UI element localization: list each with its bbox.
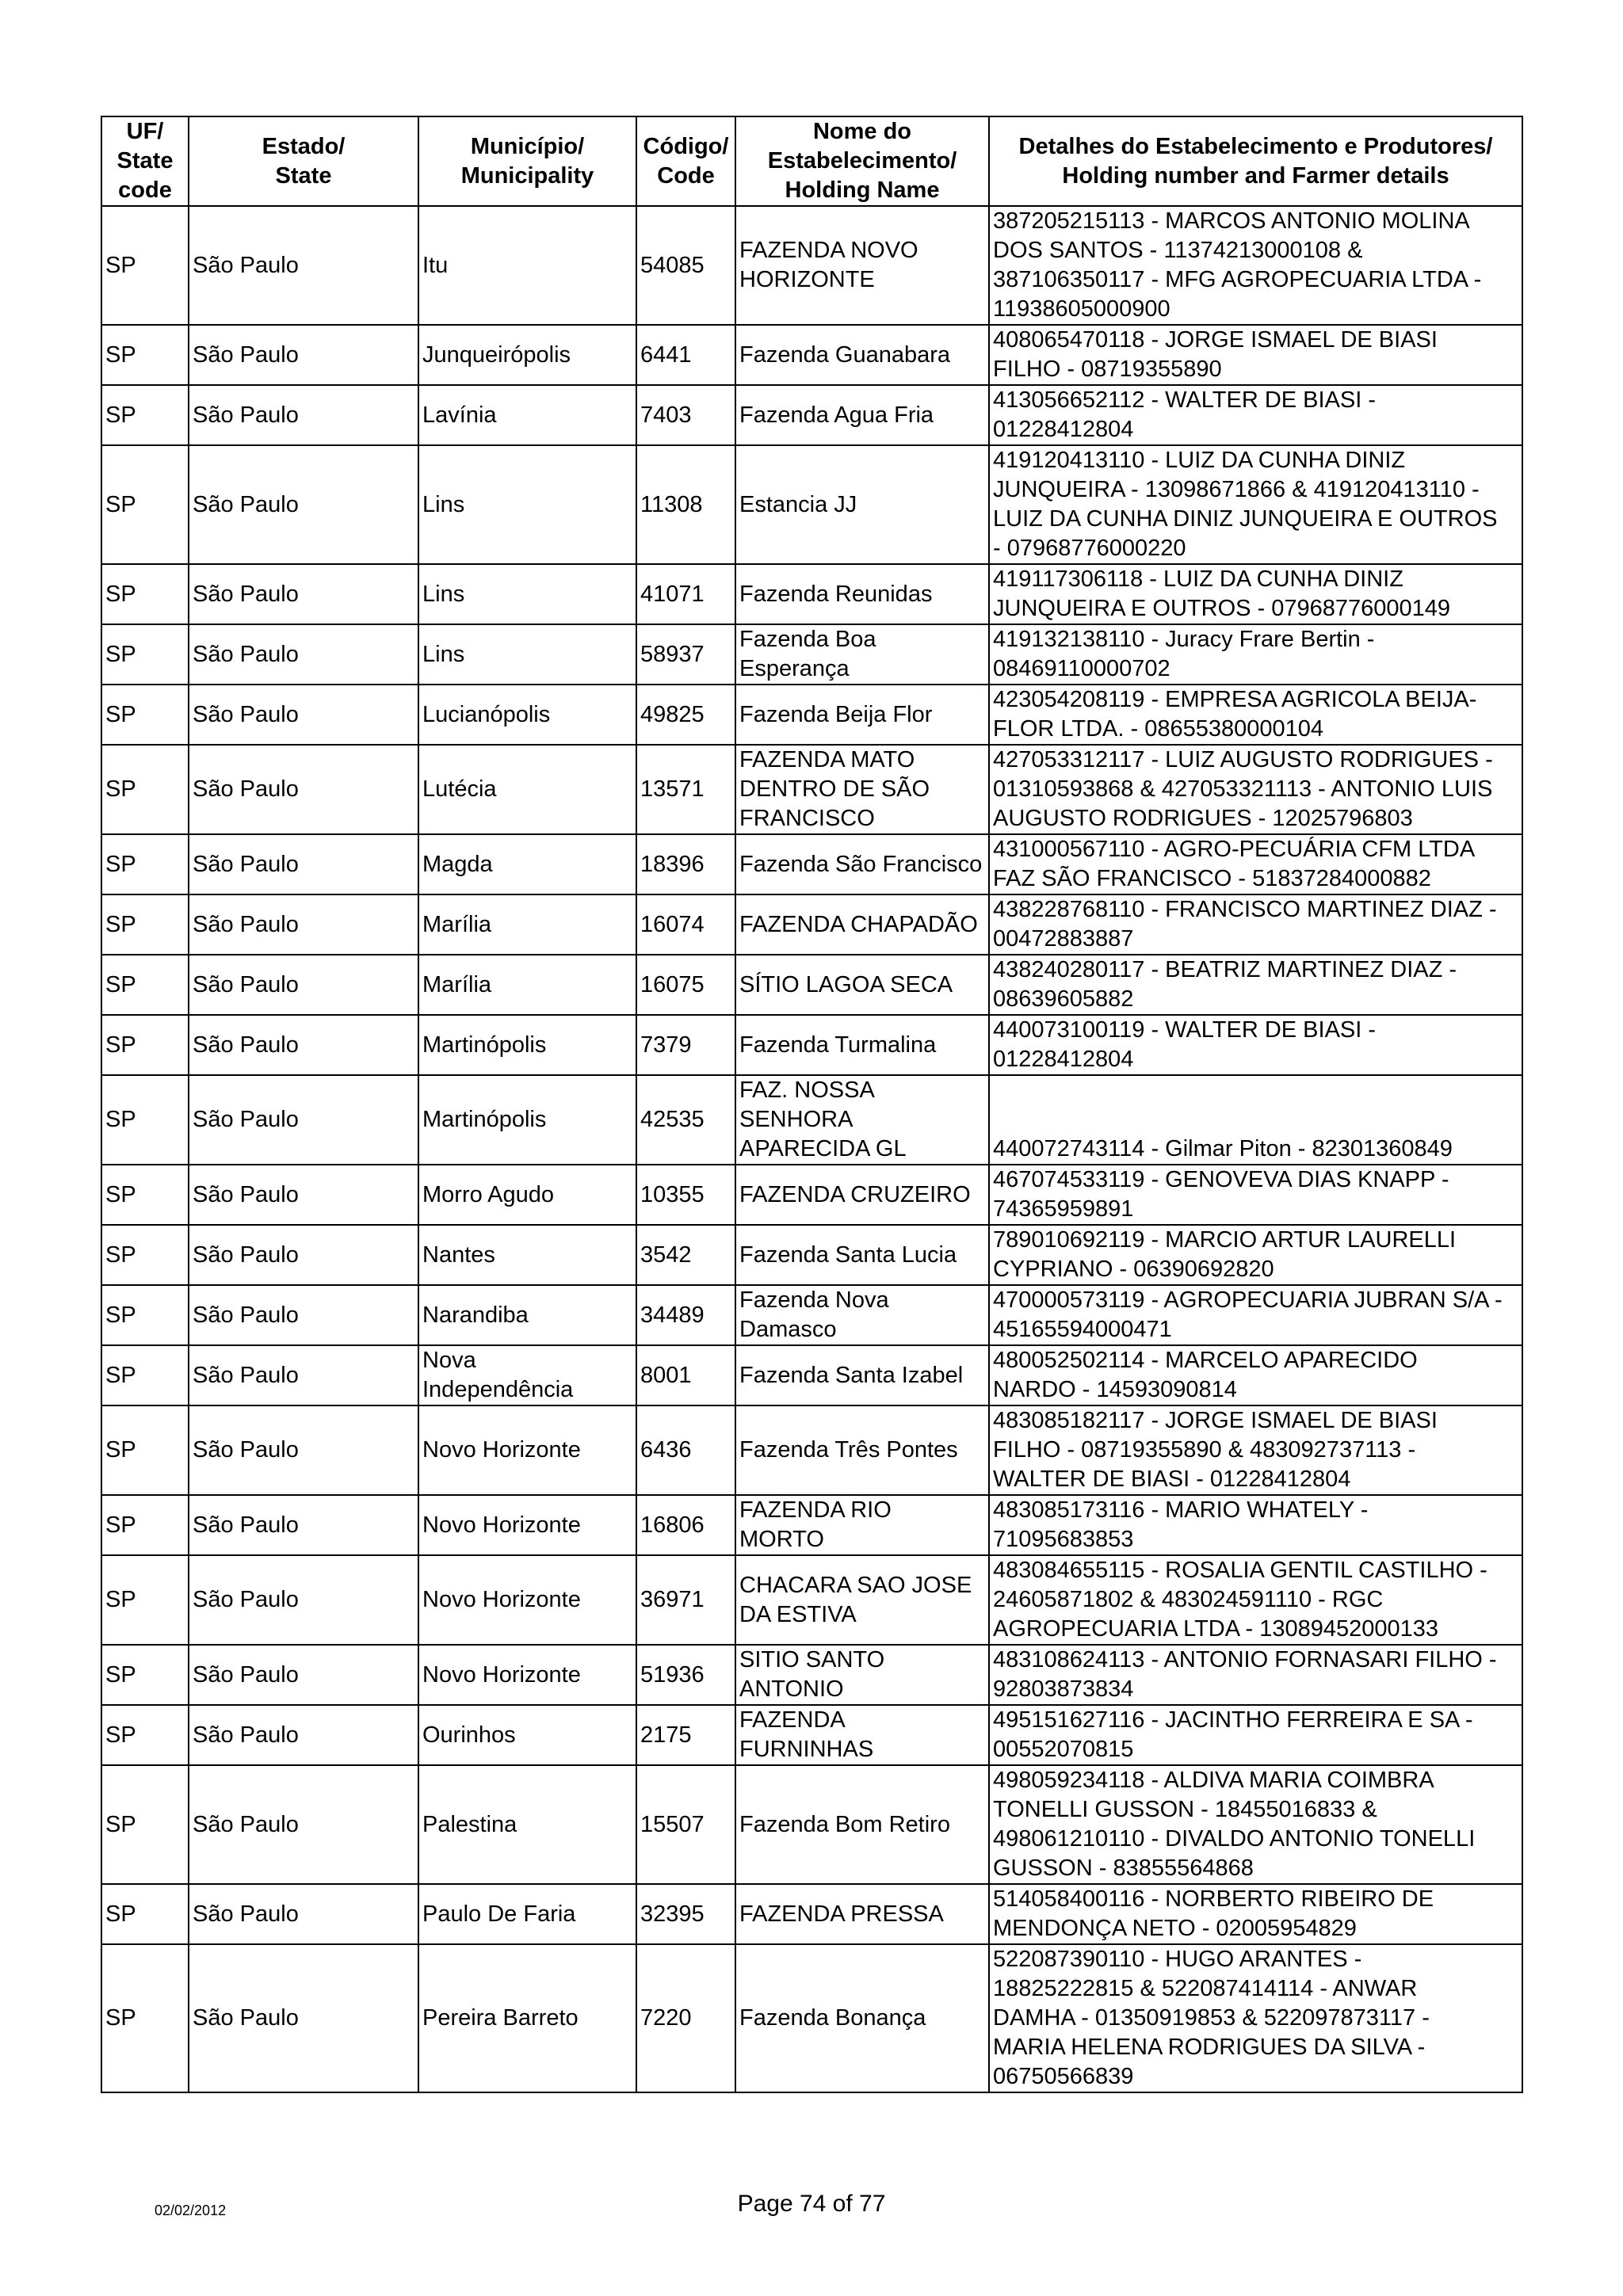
cell-uf: SP <box>101 1225 189 1285</box>
table-row <box>101 955 1522 1015</box>
cell-codigo: 7403 <box>636 385 735 445</box>
cell-uf: SP <box>101 1405 189 1495</box>
cell-uf: SP <box>101 564 189 624</box>
cell-municipio: Ourinhos <box>418 1705 636 1765</box>
cell-uf: SP <box>101 1495 189 1555</box>
cell-nome: FAZENDA CHAPADÃO <box>735 894 989 955</box>
cell-estado: São Paulo <box>189 1345 418 1405</box>
cell-codigo: 54085 <box>636 206 735 325</box>
cell-uf: SP <box>101 745 189 834</box>
cell-municipio: Lavínia <box>418 385 636 445</box>
cell-uf: SP <box>101 1884 189 1944</box>
cell-estado: São Paulo <box>189 1944 418 2092</box>
cell-municipio: Novo Horizonte <box>418 1495 636 1555</box>
cell-nome: Fazenda Santa Lucia <box>735 1225 989 1285</box>
cell-nome: Fazenda Beija Flor <box>735 685 989 745</box>
cell-uf: SP <box>101 1165 189 1225</box>
cell-municipio: Itu <box>418 206 636 325</box>
cell-uf: SP <box>101 1944 189 2092</box>
cell-estado: São Paulo <box>189 1705 418 1765</box>
cell-estado: São Paulo <box>189 745 418 834</box>
table-row <box>101 206 1522 325</box>
cell-codigo: 3542 <box>636 1225 735 1285</box>
cell-estado: São Paulo <box>189 624 418 685</box>
footer-date: 02/02/2012 <box>155 2203 227 2218</box>
cell-detalhes: 480052502114 - MARCELO APARECIDO NARDO - 14593090814 <box>989 1345 1522 1405</box>
cell-codigo: 16074 <box>636 894 735 955</box>
cell-municipio: Nova Independência <box>418 1345 636 1405</box>
table-row <box>101 1765 1522 1884</box>
cell-nome: Fazenda Reunidas <box>735 564 989 624</box>
table-row <box>101 1285 1522 1345</box>
cell-municipio: Marília <box>418 955 636 1015</box>
cell-nome: FAZENDA MATO DENTRO DE SÃO FRANCISCO <box>735 745 989 834</box>
cell-codigo: 10355 <box>636 1165 735 1225</box>
cell-nome: FAZENDA PRESSA <box>735 1884 989 1944</box>
cell-detalhes: 419132138110 - Juracy Frare Bertin - 08469110000702 <box>989 624 1522 685</box>
table-row <box>101 385 1522 445</box>
cell-detalhes: 427053312117 - LUIZ AUGUSTO RODRIGUES - 01310593868 & 427053321113 - ANTONIO LUIS AUGUSTO RODRIGUES - 12025796803 <box>989 745 1522 834</box>
table-row <box>101 834 1522 894</box>
cell-detalhes: 423054208119 - EMPRESA AGRICOLA BEIJA- FLOR LTDA. - 08655380000104 <box>989 685 1522 745</box>
table-row <box>101 1075 1522 1165</box>
cell-codigo: 6441 <box>636 325 735 385</box>
cell-municipio: Novo Horizonte <box>418 1405 636 1495</box>
header-codigo: Código/ Code <box>636 116 735 206</box>
cell-uf: SP <box>101 1555 189 1645</box>
table-row <box>101 1345 1522 1405</box>
cell-nome: Fazenda Nova Damasco <box>735 1285 989 1345</box>
cell-nome: Fazenda Santa Izabel <box>735 1345 989 1405</box>
cell-estado: São Paulo <box>189 955 418 1015</box>
cell-detalhes: 408065470118 - JORGE ISMAEL DE BIASI FILHO - 08719355890 <box>989 325 1522 385</box>
cell-estado: São Paulo <box>189 1015 418 1075</box>
cell-estado: São Paulo <box>189 685 418 745</box>
cell-detalhes: 514058400116 - NORBERTO RIBEIRO DE MENDONÇA NETO - 02005954829 <box>989 1884 1522 1944</box>
cell-estado: São Paulo <box>189 385 418 445</box>
cell-municipio: Morro Agudo <box>418 1165 636 1225</box>
cell-codigo: 7220 <box>636 1944 735 2092</box>
cell-nome: Fazenda Turmalina <box>735 1015 989 1075</box>
table-row <box>101 1165 1522 1225</box>
cell-municipio: Nantes <box>418 1225 636 1285</box>
cell-codigo: 8001 <box>636 1345 735 1405</box>
cell-nome: FAZENDA RIO MORTO <box>735 1495 989 1555</box>
header-estado: Estado/ State <box>189 116 418 206</box>
cell-detalhes: 498059234118 - ALDIVA MARIA COIMBRA TONELLI GUSSON - 18455016833 & 498061210110 - DIVALDO ANTONIO TONELLI GUSSON - 83855564868 <box>989 1765 1522 1884</box>
cell-codigo: 11308 <box>636 445 735 564</box>
cell-uf: SP <box>101 1765 189 1884</box>
cell-detalhes: 470000573119 - AGROPECUARIA JUBRAN S/A - 45165594000471 <box>989 1285 1522 1345</box>
cell-uf: SP <box>101 385 189 445</box>
cell-detalhes: 387205215113 - MARCOS ANTONIO MOLINA DOS SANTOS - 11374213000108 & 387106350117 - MFG AGROPECUARIA LTDA - 11938605000900 <box>989 206 1522 325</box>
cell-municipio: Marília <box>418 894 636 955</box>
cell-uf: SP <box>101 624 189 685</box>
cell-estado: São Paulo <box>189 325 418 385</box>
cell-municipio: Lucianópolis <box>418 685 636 745</box>
cell-codigo: 18396 <box>636 834 735 894</box>
cell-detalhes: 483085182117 - JORGE ISMAEL DE BIASI FILHO - 08719355890 & 483092737113 - WALTER DE BIASI - 01228412804 <box>989 1405 1522 1495</box>
cell-municipio: Novo Horizonte <box>418 1555 636 1645</box>
cell-municipio: Lins <box>418 445 636 564</box>
cell-detalhes: 431000567110 - AGRO-PECUÁRIA CFM LTDA FAZ SÃO FRANCISCO - 51837284000882 <box>989 834 1522 894</box>
cell-nome: SÍTIO LAGOA SECA <box>735 955 989 1015</box>
cell-uf: SP <box>101 1075 189 1165</box>
cell-detalhes: 440072743114 - Gilmar Piton - 82301360849 <box>989 1075 1522 1165</box>
table-row <box>101 1495 1522 1555</box>
cell-estado: São Paulo <box>189 445 418 564</box>
cell-nome: Fazenda Bom Retiro <box>735 1765 989 1884</box>
cell-nome: Fazenda Guanabara <box>735 325 989 385</box>
table-row <box>101 745 1522 834</box>
cell-codigo: 2175 <box>636 1705 735 1765</box>
cell-estado: São Paulo <box>189 206 418 325</box>
cell-estado: São Paulo <box>189 1884 418 1944</box>
cell-uf: SP <box>101 1015 189 1075</box>
cell-municipio: Martinópolis <box>418 1075 636 1165</box>
cell-detalhes: 522087390110 - HUGO ARANTES - 18825222815 & 522087414114 - ANWAR DAMHA - 01350919853 & 522097873117 - MARIA HELENA RODRIGUES DA SILVA - 06750566839 <box>989 1944 1522 2092</box>
cell-estado: São Paulo <box>189 564 418 624</box>
cell-codigo: 58937 <box>636 624 735 685</box>
cell-nome: SITIO SANTO ANTONIO <box>735 1645 989 1705</box>
table-row <box>101 1405 1522 1495</box>
cell-codigo: 42535 <box>636 1075 735 1165</box>
header-nome: Nome do Estabelecimento/ Holding Name <box>735 116 989 206</box>
cell-nome: Fazenda Agua Fria <box>735 385 989 445</box>
cell-codigo: 36971 <box>636 1555 735 1645</box>
cell-uf: SP <box>101 1645 189 1705</box>
cell-detalhes: 438228768110 - FRANCISCO MARTINEZ DIAZ - 00472883887 <box>989 894 1522 955</box>
cell-uf: SP <box>101 1345 189 1405</box>
table-row <box>101 685 1522 745</box>
cell-nome: Fazenda São Francisco <box>735 834 989 894</box>
cell-municipio: Narandiba <box>418 1285 636 1345</box>
cell-estado: São Paulo <box>189 894 418 955</box>
table-body <box>101 206 1522 2092</box>
cell-estado: São Paulo <box>189 1765 418 1884</box>
footer-page-number: Page 74 of 77 <box>737 2191 886 2217</box>
cell-detalhes: 483085173116 - MARIO WHATELY - 71095683853 <box>989 1495 1522 1555</box>
cell-estado: São Paulo <box>189 1075 418 1165</box>
cell-uf: SP <box>101 685 189 745</box>
cell-nome: CHACARA SAO JOSE DA ESTIVA <box>735 1555 989 1645</box>
cell-codigo: 16075 <box>636 955 735 1015</box>
table-row <box>101 1944 1522 2092</box>
cell-uf: SP <box>101 834 189 894</box>
cell-municipio: Pereira Barreto <box>418 1944 636 2092</box>
cell-nome: Estancia JJ <box>735 445 989 564</box>
cell-uf: SP <box>101 445 189 564</box>
cell-codigo: 41071 <box>636 564 735 624</box>
cell-detalhes: 413056652112 - WALTER DE BIASI - 01228412804 <box>989 385 1522 445</box>
cell-estado: São Paulo <box>189 1285 418 1345</box>
cell-estado: São Paulo <box>189 1495 418 1555</box>
table-row <box>101 894 1522 955</box>
cell-estado: São Paulo <box>189 1555 418 1645</box>
cell-uf: SP <box>101 206 189 325</box>
cell-municipio: Lins <box>418 624 636 685</box>
cell-detalhes: 440073100119 - WALTER DE BIASI - 01228412804 <box>989 1015 1522 1075</box>
cell-detalhes: 438240280117 - BEATRIZ MARTINEZ DIAZ - 08639605882 <box>989 955 1522 1015</box>
cell-codigo: 13571 <box>636 745 735 834</box>
cell-detalhes: 419117306118 - LUIZ DA CUNHA DINIZ JUNQUEIRA E OUTROS - 07968776000149 <box>989 564 1522 624</box>
cell-codigo: 7379 <box>636 1015 735 1075</box>
cell-uf: SP <box>101 894 189 955</box>
cell-codigo: 16806 <box>636 1495 735 1555</box>
cell-municipio: Martinópolis <box>418 1015 636 1075</box>
cell-codigo: 15507 <box>636 1765 735 1884</box>
cell-municipio: Palestina <box>418 1765 636 1884</box>
cell-nome: FAZENDA FURNINHAS <box>735 1705 989 1765</box>
cell-detalhes: 483084655115 - ROSALIA GENTIL CASTILHO - 24605871802 & 483024591110 - RGC AGROPECUARIA LTDA - 13089452000133 <box>989 1555 1522 1645</box>
cell-nome: Fazenda Boa Esperança <box>735 624 989 685</box>
table-row <box>101 564 1522 624</box>
cell-detalhes: 495151627116 - JACINTHO FERREIRA E SA - 00552070815 <box>989 1705 1522 1765</box>
cell-nome: FAZ. NOSSA SENHORA APARECIDA GL <box>735 1075 989 1165</box>
cell-municipio: Novo Horizonte <box>418 1645 636 1705</box>
cell-municipio: Junqueirópolis <box>418 325 636 385</box>
cell-uf: SP <box>101 955 189 1015</box>
cell-detalhes: 789010692119 - MARCIO ARTUR LAURELLI CYPRIANO - 06390692820 <box>989 1225 1522 1285</box>
cell-detalhes: 483108624113 - ANTONIO FORNASARI FILHO - 92803873834 <box>989 1645 1522 1705</box>
table-row <box>101 1555 1522 1645</box>
cell-estado: São Paulo <box>189 1225 418 1285</box>
cell-uf: SP <box>101 325 189 385</box>
cell-estado: São Paulo <box>189 834 418 894</box>
cell-municipio: Lins <box>418 564 636 624</box>
table-row <box>101 1884 1522 1944</box>
cell-detalhes: 419120413110 - LUIZ DA CUNHA DINIZ JUNQUEIRA - 13098671866 & 419120413110 - LUIZ DA CUNHA DINIZ JUNQUEIRA E OUTROS - 07968776000220 <box>989 445 1522 564</box>
cell-nome: Fazenda Bonança <box>735 1944 989 2092</box>
cell-codigo: 6436 <box>636 1405 735 1495</box>
cell-uf: SP <box>101 1705 189 1765</box>
table-row <box>101 1225 1522 1285</box>
cell-nome: FAZENDA CRUZEIRO <box>735 1165 989 1225</box>
header-detalhes: Detalhes do Estabelecimento e Produtores/ Holding number and Farmer details <box>989 116 1522 206</box>
cell-municipio: Paulo De Faria <box>418 1884 636 1944</box>
cell-estado: São Paulo <box>189 1165 418 1225</box>
establishments-table <box>101 116 1523 2093</box>
cell-codigo: 51936 <box>636 1645 735 1705</box>
cell-codigo: 49825 <box>636 685 735 745</box>
cell-codigo: 32395 <box>636 1884 735 1944</box>
cell-detalhes: 467074533119 - GENOVEVA DIAS KNAPP - 74365959891 <box>989 1165 1522 1225</box>
cell-estado: São Paulo <box>189 1405 418 1495</box>
table-row <box>101 1645 1522 1705</box>
table-row <box>101 1705 1522 1765</box>
cell-estado: São Paulo <box>189 1645 418 1705</box>
cell-nome: FAZENDA NOVO HORIZONTE <box>735 206 989 325</box>
table-row <box>101 325 1522 385</box>
cell-codigo: 34489 <box>636 1285 735 1345</box>
table-row <box>101 1015 1522 1075</box>
cell-municipio: Magda <box>418 834 636 894</box>
header-uf: UF/ State code <box>101 116 189 206</box>
header-row <box>101 116 1522 206</box>
table-row <box>101 445 1522 564</box>
table-row <box>101 624 1522 685</box>
header-municipio: Município/ Municipality <box>418 116 636 206</box>
cell-municipio: Lutécia <box>418 745 636 834</box>
cell-uf: SP <box>101 1285 189 1345</box>
cell-nome: Fazenda Três Pontes <box>735 1405 989 1495</box>
